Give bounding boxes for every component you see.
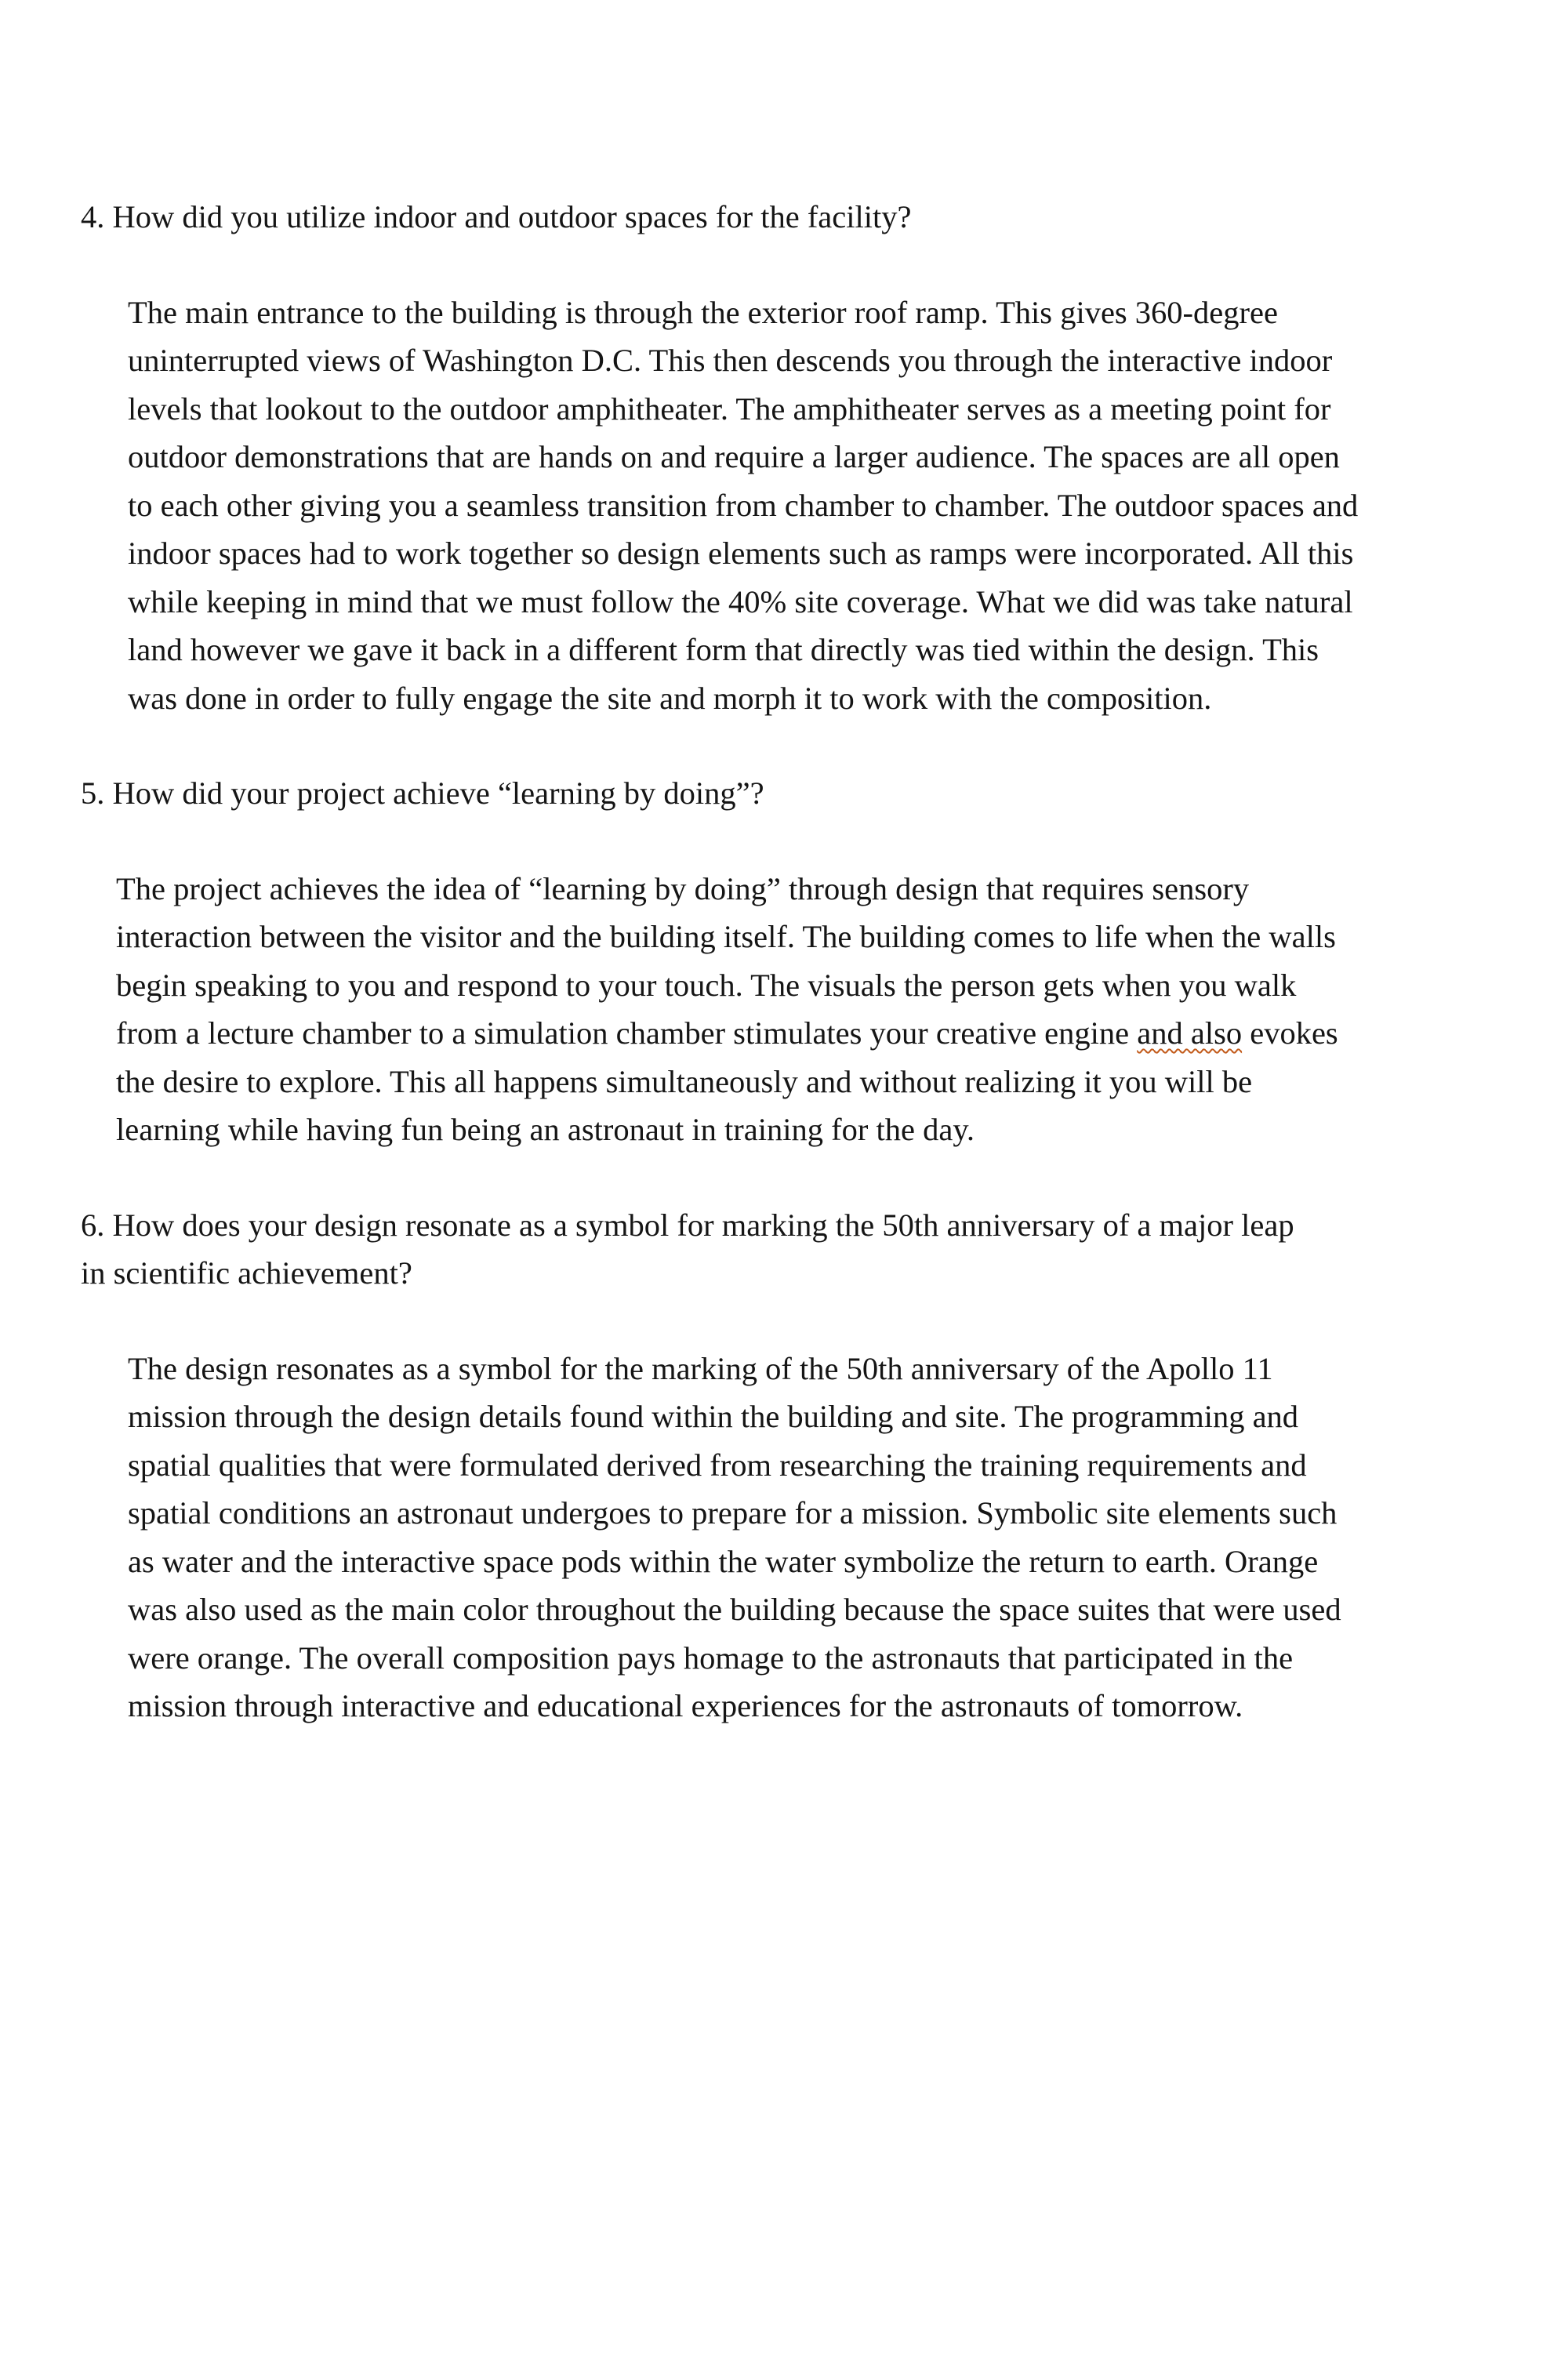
answer-5-text: evokes	[1242, 1015, 1338, 1051]
answer-5-line	[81, 1009, 1509, 1058]
answer-4-line: outdoor demonstrations that are hands on and require a larger audience. The spaces are all open	[128, 439, 1340, 474]
answer-5-line: the desire to explore. This all happens simultaneously and without realizing it you will be	[116, 1063, 1253, 1099]
answer-4-line: levels that lookout to the outdoor amphitheater. The amphitheater serves as a meeting point for	[128, 390, 1331, 427]
question-6	[81, 1201, 1509, 1298]
answer-5-line: The project achieves the idea of “learning by doing” through design that requires sensory	[116, 870, 1250, 906]
section-4	[81, 193, 1509, 722]
section-6	[81, 1201, 1509, 1730]
answer-6	[81, 1345, 1509, 1730]
spellcheck-marked-text: and also	[1137, 1015, 1243, 1051]
answer-4	[81, 289, 1509, 723]
question-6-line: 6. How does your design resonate as a symbol for marking the 50th anniversary of a major leap	[81, 1207, 1294, 1243]
answer-6-line: mission through the design details found within the building and site. The programming and	[128, 1399, 1299, 1434]
question-5: 5. How did your project achieve “learning by doing”?	[81, 775, 764, 811]
answer-4-line: indoor spaces had to work together so design elements such as ramps were incorporated. All this	[128, 536, 1354, 571]
answer-6-line: as water and the interactive space pods within the water symbolize the return to earth. Orange	[128, 1543, 1319, 1579]
answer-6-line: spatial conditions an astronaut undergoes to prepare for a mission. Symbolic site elements such	[128, 1495, 1338, 1531]
answer-5-line: learning while having fun being an astronaut in training for the day.	[116, 1112, 975, 1147]
document-page	[81, 193, 1509, 1777]
section-5	[81, 769, 1509, 1154]
answer-6-line: were orange. The overall composition pays homage to the astronauts that participated in the	[128, 1639, 1294, 1676]
answer-6-line: The design resonates as a symbol for the marking of the 50th anniversary of the Apollo 11	[128, 1350, 1273, 1386]
answer-5-line: interaction between the visitor and the building itself. The building comes to life when the walls	[116, 919, 1336, 954]
answer-5-line: begin speaking to you and respond to your touch. The visuals the person gets when you walk	[116, 967, 1297, 1003]
answer-6-line: spatial qualities that were formulated derived from researching the training requirements and	[128, 1447, 1307, 1483]
answer-4-line: was done in order to fully engage the site and morph it to work with the composition.	[128, 680, 1212, 716]
answer-4-line: to each other giving you a seamless transition from chamber to chamber. The outdoor spaces and	[128, 487, 1359, 523]
answer-4-line: while keeping in mind that we must follow the 40% site coverage. What we did was take natural	[128, 583, 1353, 619]
answer-5	[81, 865, 1509, 1154]
answer-6-line: mission through interactive and educational experiences for the astronauts of tomorrow.	[128, 1688, 1243, 1723]
answer-5-text: from a lecture chamber to a simulation chamber stimulates your creative engine	[116, 1015, 1138, 1051]
answer-4-line: uninterrupted views of Washington D.C. This then descends you through the interactive indoor	[128, 343, 1333, 378]
answer-4-line: The main entrance to the building is through the exterior roof ramp. This gives 360-degree	[128, 294, 1278, 330]
answer-6-line: was also used as the main color throughout the building because the space suites that were used	[128, 1592, 1341, 1627]
question-6-line: in scientific achievement?	[81, 1255, 412, 1291]
question-4: 4. How did you utilize indoor and outdoor spaces for the facility?	[81, 199, 912, 234]
answer-4-line: land however we gave it back in a different form that directly was tied within the design. This	[128, 632, 1319, 667]
